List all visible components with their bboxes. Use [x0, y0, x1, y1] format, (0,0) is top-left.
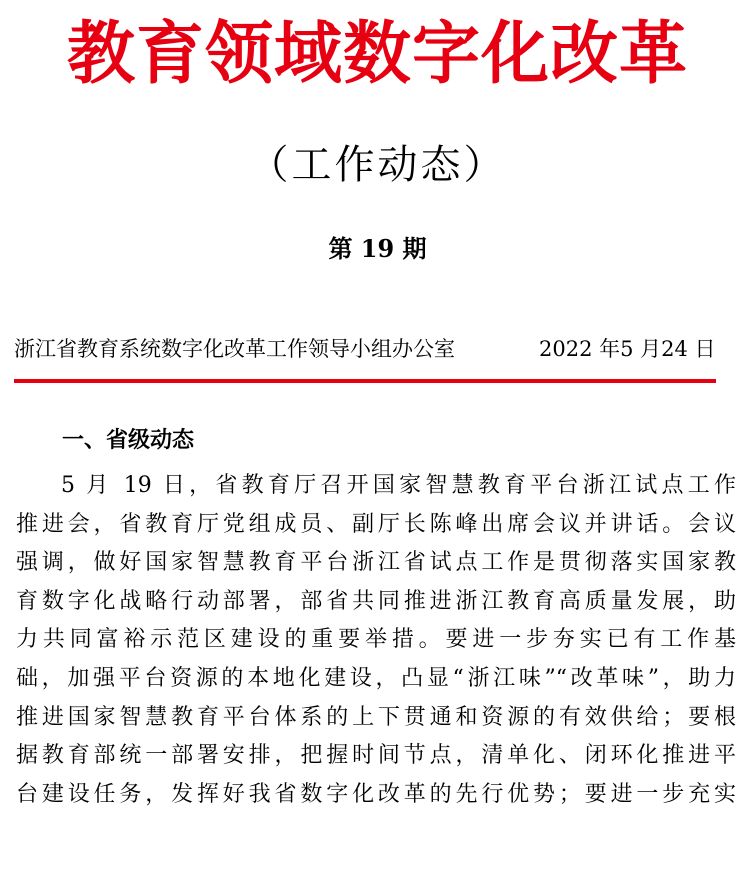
body-paragraph: [16, 467, 736, 814]
body-line: 台建设任务，发挥好我省数字化改革的先行优势；要进一步充实: [16, 781, 736, 807]
body-line: 推进国家智慧教育平台体系的上下贯通和资源的有效供给；要根: [16, 704, 736, 730]
issue-number: 第 19 期: [328, 234, 427, 263]
masthead-title: 教育领域数字化改革: [66, 14, 688, 94]
red-divider-rule: [14, 379, 716, 383]
body-line: 础，加强平台资源的本地化建设，凸显“浙江味”“改革味”，助力: [16, 665, 736, 691]
issuer-line: [14, 334, 714, 364]
body-line: 5 月 19 日，省教育厅召开国家智慧教育平台浙江试点工作: [61, 473, 736, 498]
body-line: 育数字化战略行动部署，部省共同推进浙江教育高质量发展，助: [16, 588, 736, 614]
body-line: 力共同富裕示范区建设的重要举措。要进一步夯实已有工作基: [16, 627, 736, 653]
issuing-office: 浙江省教育系统数字化改革工作领导小组办公室: [14, 337, 455, 361]
body-line: 强调，做好国家智慧教育平台浙江省试点工作是贯彻落实国家教: [16, 550, 736, 576]
document-subtitle: （工作动态）: [248, 142, 507, 188]
section-heading: 一、省级动态: [62, 428, 195, 453]
issue-date: 2022 年5 月24 日: [539, 337, 716, 361]
body-line: 推进会，省教育厅党组成员、副厅长陈峰出席会议并讲话。会议: [16, 511, 736, 537]
body-line: 据教育部统一部署安排，把握时间节点，清单化、闭环化推进平: [16, 743, 736, 769]
